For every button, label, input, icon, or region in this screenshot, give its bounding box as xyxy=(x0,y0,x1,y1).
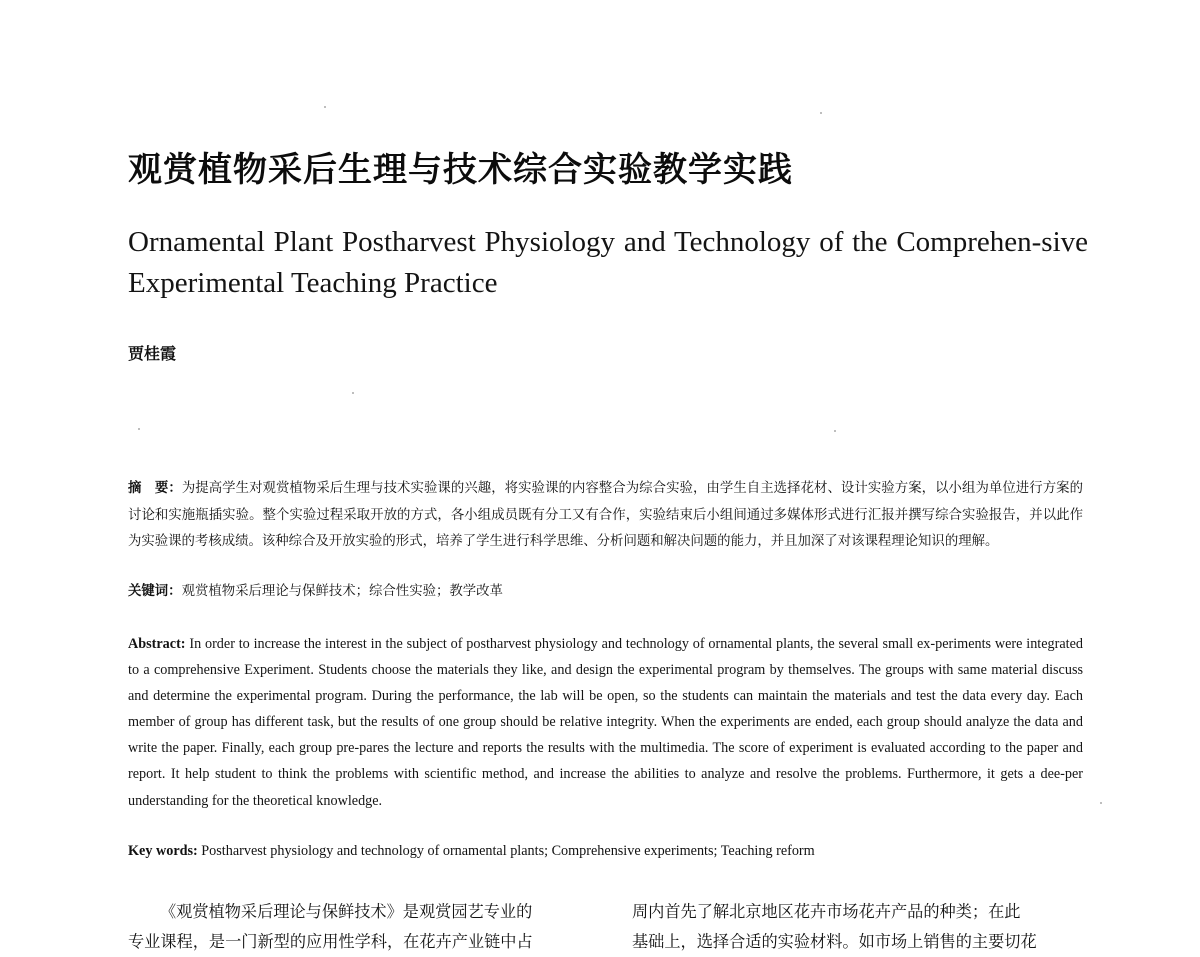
english-keywords xyxy=(128,839,1083,863)
english-abstract xyxy=(128,631,1083,814)
body-left-line1: 《观赏植物采后理论与保鲜技术》是观赏园艺专业的 xyxy=(160,902,533,921)
scan-speck xyxy=(324,106,326,108)
body-right-line2: 基础上，选择合适的实验材料。如市场上销售的主要切花 xyxy=(632,932,1037,951)
scan-speck xyxy=(834,430,836,432)
english-abstract-label: Abstract: xyxy=(128,636,186,652)
scan-speck xyxy=(1100,802,1102,804)
chinese-abstract-label: 摘 要： xyxy=(128,481,182,496)
body-column-left xyxy=(128,897,578,951)
body-right-line xyxy=(632,897,1082,927)
body-column-right xyxy=(632,897,1082,951)
chinese-title: 观赏植物采后生理与技术综合实验教学实践 xyxy=(128,150,793,190)
chinese-abstract-text: 为提高学生对观赏植物采后生理与技术实验课的兴趣，将实验课的内容整合为综合实验，由学生自主选择花材、设计实验方案，以小组为单位进行方案的讨论和实施瓶插实验。整个实验过程采取开放的方式，各小组成员既有分工又有合作，实验结束后小组间通过多媒体形式进行汇报并撰写综合实验报告，并以此作为实验课的考核成绩。该种综合及开放实验的形式，培养了学生进行科学思维、分析问题和解决问题的能力，并且加深了对该课程理论知识的理解。 xyxy=(128,481,1084,549)
body-right-line1: 周内首先了解北京地区花卉市场花卉产品的种类；在此 xyxy=(632,902,1021,921)
english-title: Ornamental Plant Postharvest Physiology and Technology of the Comprehen-sive Experimental Teaching Practice xyxy=(128,226,1088,299)
chinese-abstract xyxy=(128,476,1083,556)
body-left-line xyxy=(128,897,578,927)
english-abstract-text: In order to increase the interest in the subject of postharvest physiology and technology of ornamental plants, the several small ex-periments were integrated to a comprehensive Experiment. Students choose the materials they like, and design the experimental program by themselves. The groups with same material discuss and determine the experimental program. During the performance, the lab will be open, so the students can maintain the materials and test the data every day. Each member of group has different task, but the results of one group should be relative integrity. When the experiments are ended, each group should analyze the data and write the paper. Finally, each group pre-pares the lecture and reports the results with the multimedia. The score of experiment is evaluated according to the paper and report. It help student to think the problems with scientific method, and increase the abilities to analyze and resolve the problems. Furthermore, it gets a dee-per understanding for the theoretical knowledge. xyxy=(128,636,1083,809)
chinese-keywords xyxy=(128,580,1083,604)
author-name: 贾桂霞 xyxy=(128,344,177,363)
body-left-line2: 专业课程，是一门新型的应用性学科，在花卉产业链中占 xyxy=(128,932,533,951)
english-keywords-label: Key words: xyxy=(128,843,198,859)
body-right-line xyxy=(632,927,1082,957)
chinese-keywords-label: 关键词： xyxy=(128,584,182,599)
scan-speck xyxy=(820,112,822,114)
body-left-line xyxy=(128,927,578,957)
english-keywords-text: Postharvest physiology and technology of ornamental plants; Comprehensive experiments; Teaching reform xyxy=(197,843,815,859)
scan-speck xyxy=(352,392,354,394)
chinese-keywords-text: 观赏植物采后理论与保鲜技术；综合性实验；教学改革 xyxy=(181,584,503,599)
scan-speck xyxy=(138,428,140,430)
